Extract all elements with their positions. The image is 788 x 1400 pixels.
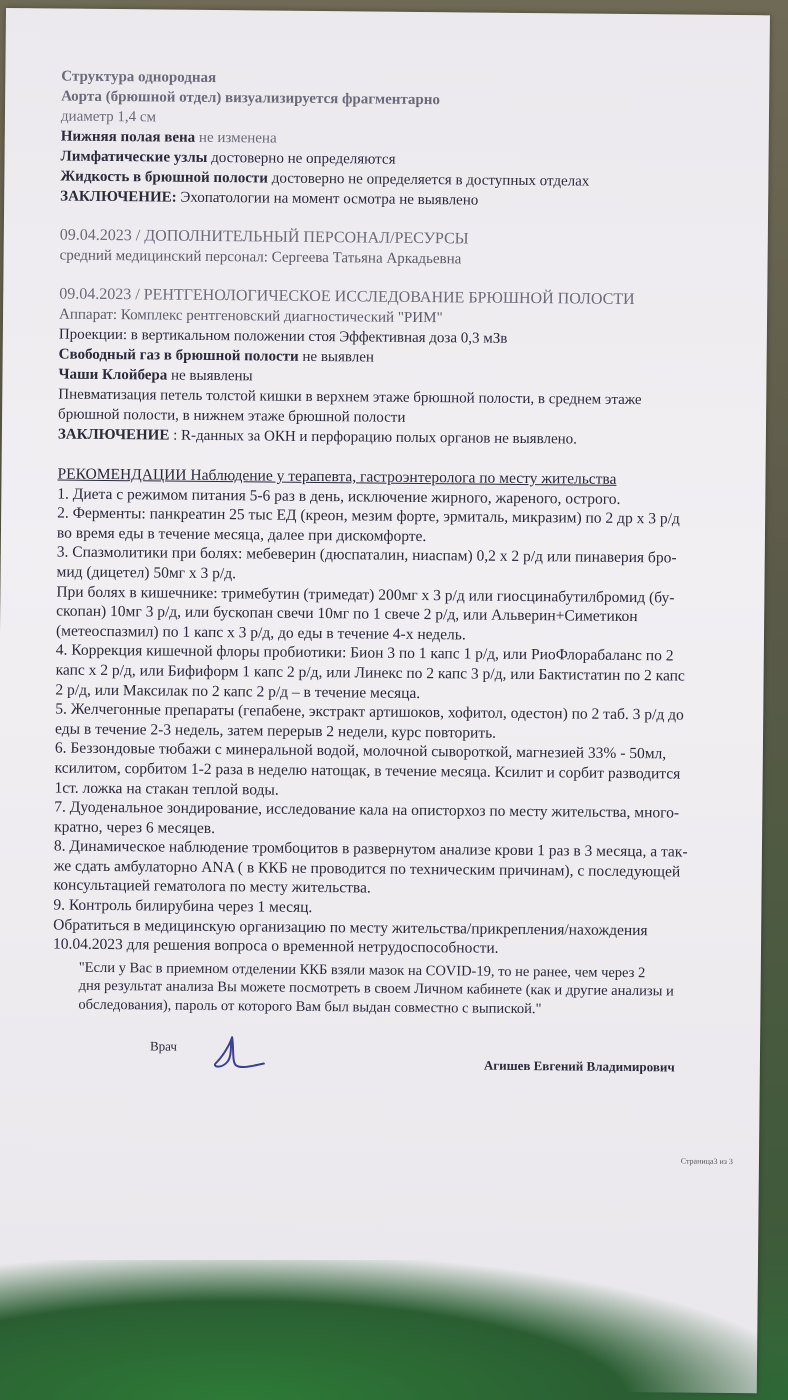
fluid-label: Жидкость в брюшной полости: [60, 168, 269, 187]
kloiber-value: не выявлены: [167, 367, 253, 385]
xray-conclusion-label: ЗАКЛЮЧЕНИЕ: [57, 426, 170, 444]
recommendation-line: 4. Коррекция кишечной флоры пробиотики: Бион 3 по 1 капс 1 р/д, или РиоФлорабаланс по 2: [55, 641, 674, 665]
structure-line: Структура однородная: [61, 68, 217, 87]
xray-heading: 09.04.2023 / РЕНТГЕНОЛОГИЧЕСКОЕ ИССЛЕДОВАНИЕ БРЮШНОЙ ПОЛОСТИ: [59, 285, 635, 309]
recommendation-line: 3. Спазмолитики при болях: мебеверин (дюспаталин, ниаспам) 0,2 х 2 р/д или пинаверия бро-: [56, 543, 677, 567]
recommendation-line: еды в течение 2-3 недель, затем перерыв 2 недели, курс повторить.: [55, 720, 497, 742]
recommendations: [53, 465, 758, 962]
document-page: [0, 8, 770, 1393]
page-number: Страница3 из 3: [680, 1156, 734, 1167]
covid-note-line: обследования), пароль от которого Вам был выдан совместно с выпиской.": [78, 996, 542, 1018]
recommendation-line: 10.04.2023 для решения вопроса о временной нетрудоспособности.: [52, 935, 499, 958]
handwritten-signature: [202, 1029, 282, 1076]
aorta-line: Аорта (брюшной отдел) визуализируется фрагментарно: [61, 88, 441, 109]
diameter-line: диаметр 1,4 см: [60, 108, 157, 126]
recommendation-line: консультацией гематолога по месту жительства.: [53, 876, 371, 898]
kloiber-label: Чаши Клойбера: [58, 366, 168, 384]
xray-conclusion-value: : R-данных за ОКН и перфорацию полых органов не выявлено.: [169, 427, 578, 448]
recommendation-line: ксилитом, сорбитом 1-2 раза в неделю натощак, в течение месяца. Ксилит и сорбит разводится: [54, 759, 681, 783]
recommendation-line: 2 р/д, или Максилак по 2 капс 2 р/д – в течение месяца.: [55, 681, 421, 702]
xray-projections: Проекции: в вертикальном положении стоя Эффективная доза 0,3 мЗв: [58, 326, 508, 347]
recommendation-line: 1. Диета с режимом питания 5-6 раз в день, исключение жирного, жареного, острого.: [57, 485, 621, 508]
recommendation-line: 1ст. ложка на стакан теплой воды.: [54, 779, 279, 799]
recommendation-line: (метеоспазмил) по 1 капс х 3 р/д, до еды в течение 4-х недель.: [55, 622, 466, 644]
document-body: [52, 67, 762, 1095]
recommendation-line: 6. Беззондовые тюбажи с минеральной водой, молочной сывороткой, магнезией 33% - 50мл,: [54, 739, 667, 763]
signature-block: [52, 1028, 753, 1095]
covid-note-line: дня результат анализа Вы можете посмотреть в своем Личном кабинете (как и другие анализы и: [78, 978, 674, 1000]
staff-line: средний медицинский персонал: Сергеева Татьяна Аркадьевна: [59, 247, 462, 268]
recommendation-line: кратно, через 6 месяцев.: [54, 818, 216, 837]
vena-value: не изменена: [195, 129, 277, 147]
covid-note-line: "Если у Вас в приемном отделении ККБ взяли мазок на COVID-19, то не ранее, чем через 2: [78, 959, 646, 982]
fluid-value: достоверно не определяется в доступных отделах: [267, 170, 590, 190]
recommendation-line: 5. Желчегонные препараты (гепабене, экстракт артишоков, хофитол, одестон) по 2 таб. 3 р/д до: [55, 700, 684, 724]
recommendation-line: 9. Контроль билирубина через 1 месяц.: [53, 896, 313, 917]
recommendation-lines: [53, 484, 757, 961]
lymph-value: достоверно не определяются: [207, 149, 396, 168]
recommendation-line: же сдать амбулаторно ANA ( в ККБ не проводится по техническим причинам), с последующей: [53, 857, 681, 881]
recommendation-line: во время еды в течение месяца, далее при дискомфорте.: [56, 524, 427, 545]
recommendation-line: 7. Дуоденальное зондирование, исследование кала на описторхоз по месту жительства, много-: [54, 798, 680, 822]
recommendation-line: При болях в кишечнике: тримебутин (тримедат) 200мг х 3 р/д или гиосцинабутилбромид (бу-: [56, 583, 675, 607]
recommendation-line: 8. Динамическое наблюдение тромбоцитов в развернутом анализе крови 1 раз в 3 месяца, а так-: [53, 837, 688, 861]
staff-heading: 09.04.2023 / ДОПОЛНИТЕЛЬНЫЙ ПЕРСОНАЛ/РЕСУРСЫ: [59, 226, 469, 248]
recommendation-line: капс х 2 р/д, или Бифиформ 1 капс 2 р/д, или Линекс по 2 капс 3 р/д, или Бактистатин по 2 капс: [55, 661, 685, 685]
pneumo-line-2: брюшной полости, в нижнем этаже брюшной полости: [58, 406, 406, 426]
covid-note: [52, 958, 753, 1020]
xray-device: Аппарат: Комплекс рентгеновский диагностический "РИМ": [58, 306, 443, 327]
gas-value: не выявлен: [298, 348, 375, 366]
lymph-label: Лимфатические узлы: [60, 148, 208, 166]
recommendation-line: 2. Ферменты: панкреатин 25 тыс ЕД (креон, мезим форте, эрмиталь, микразим) по 2 др х 3 р/д: [57, 504, 680, 528]
recommendation-line: мид (дицетел) 50мг х 3 р/д.: [56, 563, 237, 583]
pneumo-line-1: Пневматизация петель толстой кишки в верхнем этаже брюшной полости, в среднем этаже: [58, 386, 642, 409]
recommendation-line: скопан) 10мг 3 р/д, или бускопан свечи 10мг по 1 свече 2 р/д, или Альверин+Симетикон: [56, 602, 638, 626]
recommendations-heading: РЕКОМЕНДАЦИИ Наблюдение у терапевта, гастроэнтеролога по месту жительства: [57, 465, 617, 488]
echo-conclusion-value: Эхопатологии на момент осмотра не выявлено: [176, 189, 479, 209]
recommendation-line: Обратиться в медицинскую организацию по месту жительства/прикрепления/нахождения: [53, 916, 648, 939]
doctor-label: Врач: [149, 1038, 178, 1055]
gas-label: Свободный газ в брюшной полости: [58, 346, 299, 365]
doctor-name: Агишев Евгений Владимирович: [483, 1057, 675, 1075]
echo-conclusion-label: ЗАКЛЮЧЕНИЕ:: [60, 188, 177, 206]
vena-label: Нижняя полая вена: [60, 128, 196, 146]
